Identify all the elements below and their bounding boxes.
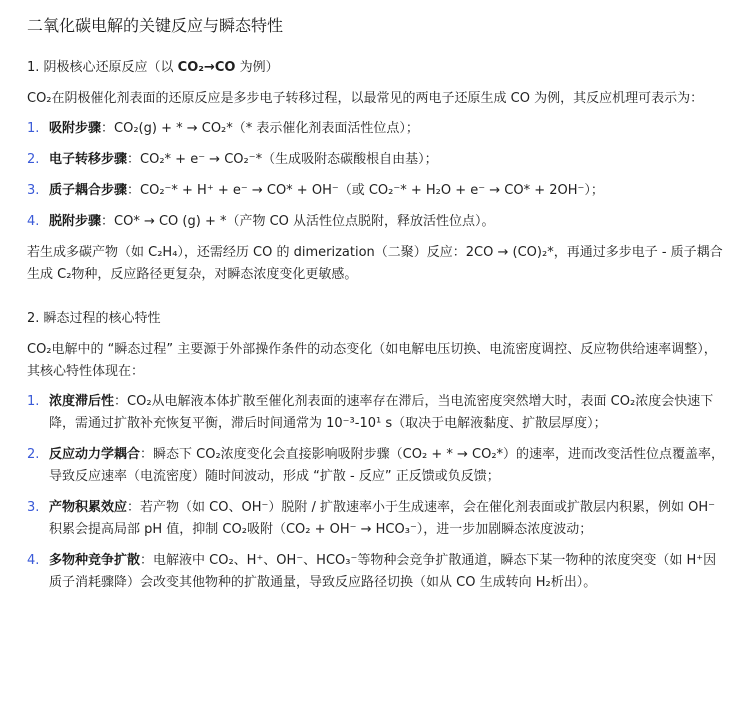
section-spacer [27, 294, 727, 308]
list-text: ：电解液中 CO₂、H⁺、OH⁻、HCO₃⁻等物种会竞争扩散通道，瞬态下某一物种的浓度突变（如 H⁺因质子消耗骤降）会改变其他物种的扩散通量，导致反应路径切换（如从 CO 生成转向 H₂析出）。 [49, 553, 717, 590]
list-text: ：若产物（如 CO、OH⁻）脱附 / 扩散速率小于生成速率，会在催化剂表面或扩散层内积累，例如 OH⁻积累会提高局部 pH 值，抑制 CO₂吸附（CO₂ + OH⁻ → HCO₃⁻），进一步加剧瞬态浓度波动； [49, 500, 715, 537]
list-number: 2. [27, 447, 40, 462]
list-term: 脱附步骤 [49, 214, 102, 229]
section1-heading-prefix: 1. 阴极核心还原反应（以 [27, 60, 178, 75]
section1-outro: 若生成多碳产物（如 C₂H₄），还需经历 CO 的 dimerization（二聚）反应：2CO → (CO)₂*，再通过多步电子 - 质子耦合生成 C₂物种，反应路径更复杂，对瞬态浓度变化更敏感。 [27, 245, 723, 282]
list-item [27, 180, 727, 202]
document [27, 14, 727, 603]
list-item [27, 444, 727, 488]
list-text: ：CO* → CO (g) + *（产物 CO 从活性位点脱附，释放活性位点）。 [101, 214, 495, 229]
list-text: ：瞬态下 CO₂浓度变化会直接影响吸附步骤（CO₂ + * → CO₂*）的速率，进而改变活性位点覆盖率，导致反应速率（电流密度）随时间波动，形成 “扩散 - 反应” 正反馈或负反馈； [49, 447, 725, 484]
list-number: 3. [27, 500, 40, 515]
section1-heading-suffix: 为例） [235, 60, 279, 75]
list-term: 浓度滞后性 [49, 394, 115, 409]
list-number: 1. [27, 121, 40, 136]
list-number: 3. [27, 183, 40, 198]
section2-items [27, 391, 727, 594]
list-term: 吸附步骤 [49, 121, 102, 136]
list-term: 电子转移步骤 [49, 152, 128, 167]
list-number: 4. [27, 214, 40, 229]
page-title: 二氧化碳电解的关键反应与瞬态特性 [27, 16, 284, 35]
list-text: ：CO₂(g) + * → CO₂*（* 表示催化剂表面活性位点）； [101, 121, 419, 136]
list-item [27, 149, 727, 171]
section1-intro: CO₂在阴极催化剂表面的还原反应是多步电子转移过程，以最常见的两电子还原生成 CO 为例，其反应机理可表示为： [27, 91, 704, 106]
list-item [27, 550, 727, 594]
list-text: ：CO₂* + e⁻ → CO₂⁻*（生成吸附态碳酸根自由基）； [127, 152, 438, 167]
section1-heading-formula: CO₂→CO [177, 60, 236, 75]
list-item [27, 391, 727, 435]
list-item [27, 211, 727, 233]
list-item [27, 497, 727, 541]
list-term: 产物积累效应 [49, 500, 128, 515]
list-term: 质子耦合步骤 [49, 183, 128, 198]
list-text: ：CO₂从电解液本体扩散至催化剂表面的速率存在滞后，当电流密度突然增大时，表面 CO₂浓度会快速下降，需通过扩散补充恢复平衡，滞后时间通常为 10⁻³-10¹ s（取决于电解液黏度、扩散层厚度）； [49, 394, 714, 431]
list-term: 多物种竞争扩散 [49, 553, 141, 568]
list-text: ：CO₂⁻* + H⁺ + e⁻ → CO* + OH⁻（或 CO₂⁻* + H₂O + e⁻ → CO* + 2OH⁻）； [127, 183, 604, 198]
list-number: 1. [27, 394, 40, 409]
section1-steps [27, 118, 727, 233]
section2-heading: 2. 瞬态过程的核心特性 [27, 311, 161, 326]
list-number: 2. [27, 152, 40, 167]
section2-intro: CO₂电解中的 “瞬态过程” 主要源于外部操作条件的动态变化（如电解电压切换、电流密度调控、反应物供给速率调整），其核心特性体现在： [27, 342, 717, 379]
list-item [27, 118, 727, 140]
list-term: 反应动力学耦合 [49, 447, 141, 462]
list-number: 4. [27, 553, 40, 568]
section1-heading [27, 57, 727, 79]
